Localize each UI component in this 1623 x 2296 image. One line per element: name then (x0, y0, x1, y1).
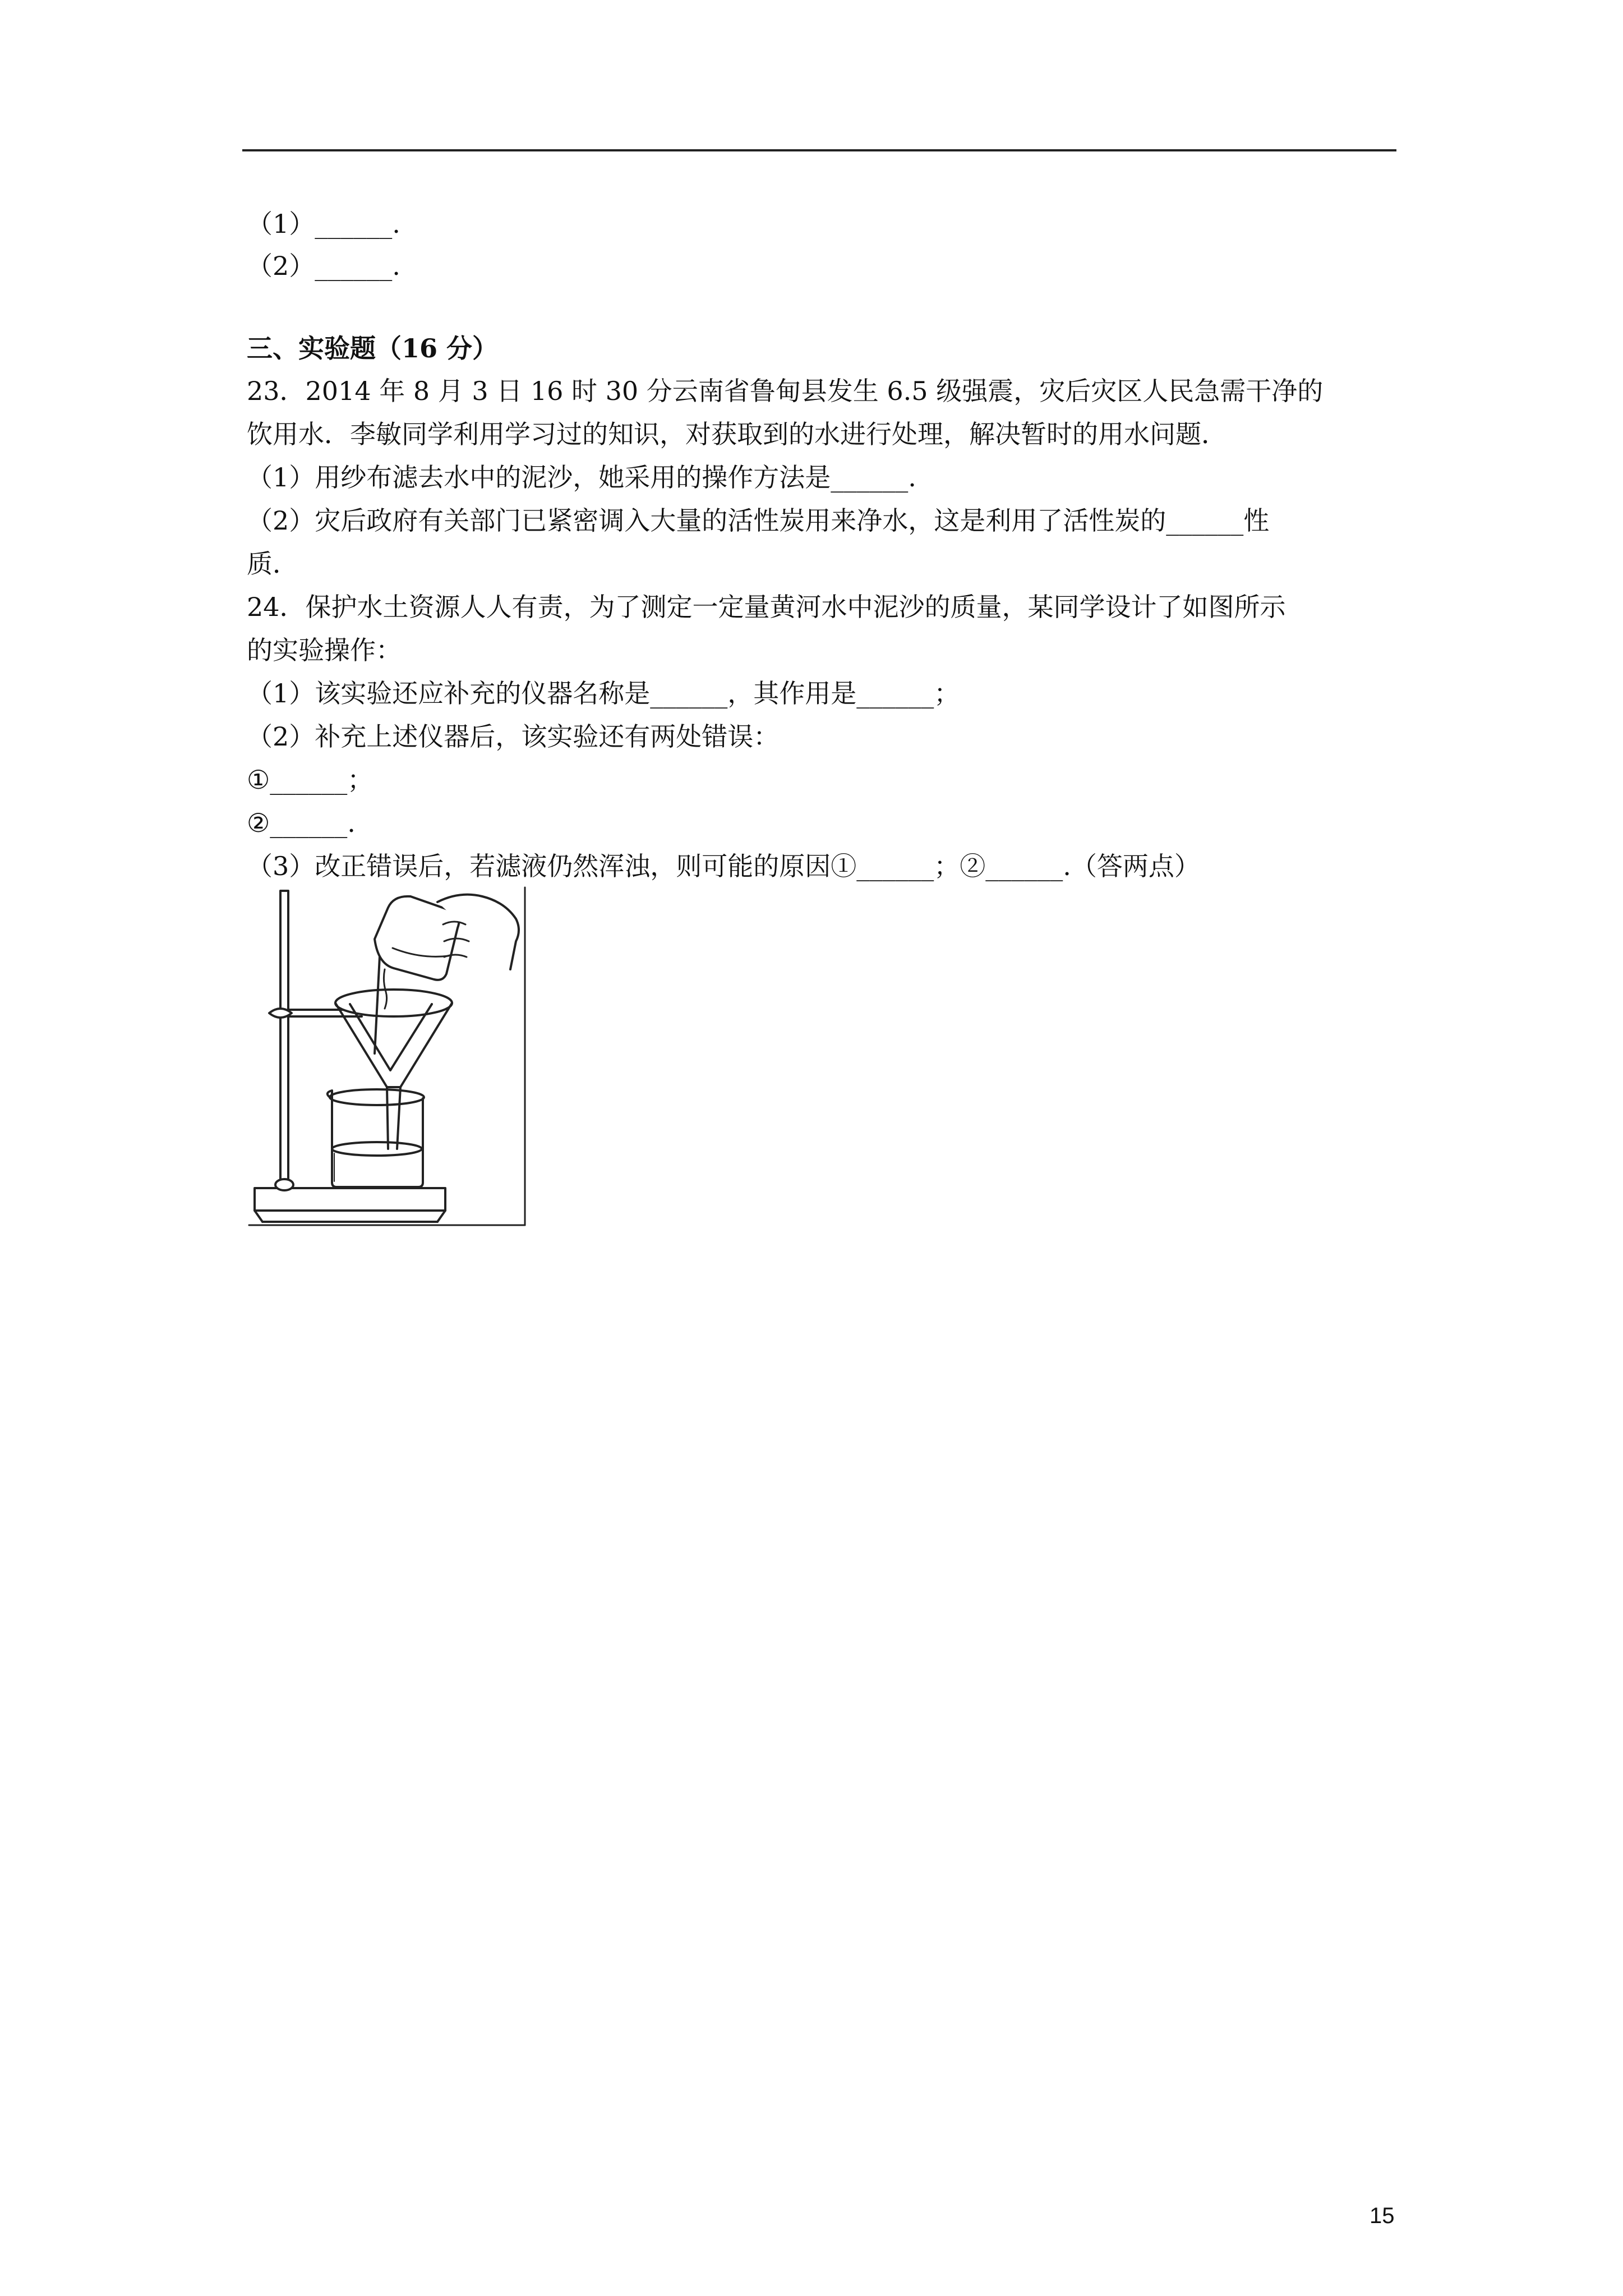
page-number: 15 (1370, 2203, 1395, 2228)
q24-stem-line-1: 24．保护水土资源人人有责，为了测定一定量黄河水中泥沙的质量，某同学设计了如图所示 (247, 592, 1286, 622)
q24-error-2: ②______. (247, 808, 356, 838)
q24-error-1: ①______； (247, 765, 374, 795)
q24-part-2: （2）补充上述仪器后，该实验还有两处错误： (247, 721, 780, 752)
q23-part-2-line-1: （2）灾后政府有关部门已紧密调入大量的活性炭用来净水，这是利用了活性炭的______性 (247, 505, 1270, 536)
q23-stem-line-2: 饮用水．李敏同学利用学习过的知识，对获取到的水进行处理，解决暂时的用水问题． (247, 419, 1227, 449)
q24-part-1: （1）该实验还应补充的仪器名称是______，其作用是______； (247, 678, 960, 708)
q24-part-3: （3）改正错误后，若滤液仍然浑浊，则可能的原因①______；②______.（答两点） (247, 851, 1200, 881)
section-heading: 三、实验题（16 分） (247, 333, 499, 364)
q24-stem-line-2: 的实验操作： (247, 635, 402, 665)
filtration-apparatus-figure (247, 885, 527, 1227)
blank-item-2: （2）______. (247, 251, 400, 281)
q23-part-2-line-2: 质． (247, 549, 298, 579)
blank-item-1: （1）______. (247, 209, 400, 239)
header-rule (242, 149, 1396, 151)
q23-part-1: （1）用纱布滤去水中的泥沙，她采用的操作方法是______. (247, 462, 916, 493)
q23-stem-line-1: 23．2014 年 8 月 3 日 16 时 30 分云南省鲁甸县发生 6.5 级强震，灾后灾区人民急需干净的 (247, 376, 1324, 406)
